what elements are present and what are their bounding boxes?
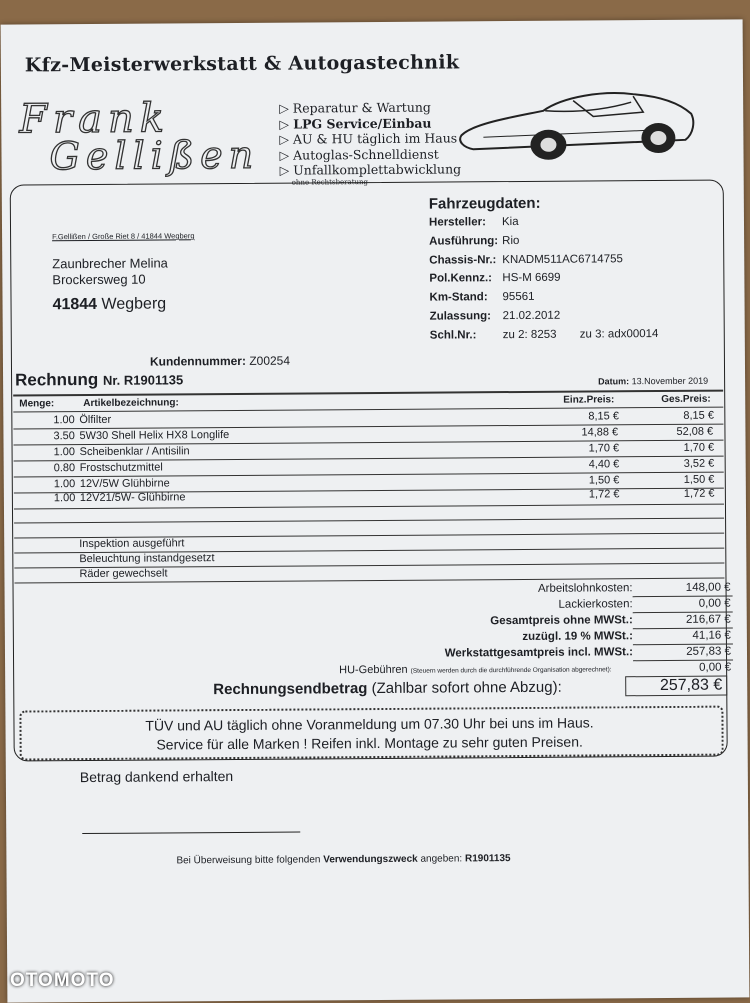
car-logo-icon (453, 86, 699, 168)
key-number-3: zu 3: adx00014 (579, 328, 659, 341)
vehicle-label: Schl.Nr.: (429, 329, 477, 342)
table-row-qty: 1.00 (53, 414, 75, 427)
sender-line: F.Gellißen / Große Riet 8 / 41844 Wegberg (52, 231, 195, 242)
table-row-qty: 0.80 (53, 462, 76, 475)
table-row-qty: 3.50 (53, 430, 75, 443)
table-row-unit: 8,15 € (588, 410, 619, 423)
transfer-reference (176, 853, 510, 866)
table-row-total: 1,50 € (683, 473, 715, 486)
table-row-qty: 1.00 (53, 478, 76, 491)
table-row-desc: 12V/5W Glühbirne (79, 477, 170, 491)
vehicle-value: 21.02.2012 (502, 309, 561, 323)
table-row-total: 8,15 € (683, 409, 714, 422)
table-row-unit: 1,70 € (588, 442, 620, 455)
column-unit-price: Einz.Preis: (563, 394, 615, 406)
table-row-desc: Scheibenklar / Antisilin (79, 445, 190, 459)
vehicle-data-title: Fahrzeugdaten: (428, 194, 541, 213)
vehicle-label: Km-Stand: (429, 291, 488, 304)
transfer-text-2: angeben: (420, 853, 463, 865)
column-quantity: Menge: (19, 398, 55, 410)
final-amount-label (213, 679, 562, 698)
invoice-heading (15, 369, 183, 390)
key-number-2: zu 2: 8253 (502, 328, 557, 342)
final-amount-value: 257,83 € (625, 676, 727, 697)
date-label: Datum: (598, 376, 630, 387)
promo-line: Service für alle Marken ! Reifen inkl. Montage zu sehr guten Preisen. (156, 733, 583, 753)
table-row-unit: 1,72 € (588, 488, 620, 501)
table-row-desc: Frostschutzmittel (79, 461, 163, 475)
summary-label: Werkstattgesamtpreis incl. MWSt.: (444, 646, 634, 660)
recipient-city-name: Wegberg (101, 295, 167, 313)
summary-label: zuzügl. 19 % MWSt.: (522, 630, 633, 643)
summary-label: Lackierkosten: (558, 598, 633, 611)
recipient-city (52, 295, 166, 314)
work-note: Inspektion ausgeführt (79, 537, 185, 551)
vehicle-value: HS-M 6699 (502, 271, 561, 285)
recipient-zip: 41844 (52, 295, 98, 314)
table-row-total: 1,70 € (683, 441, 715, 454)
customer-number-label: Kundennummer: (149, 353, 246, 369)
vehicle-label: Ausführung: (429, 235, 499, 248)
vehicle-value: Rio (502, 234, 520, 248)
hu-fees (339, 662, 612, 676)
table-row-desc: 12V21/5W- Glühbirne (79, 491, 186, 505)
hu-fees-label: HU-Gebühren (339, 663, 408, 677)
service-item: ▷ Autoglas-Schnelldienst (279, 146, 461, 163)
table-row-desc: 5W30 Shell Helix HX8 Longlife (79, 429, 230, 443)
otomoto-watermark: OTOMOTO (10, 970, 115, 991)
customer-number (150, 354, 290, 369)
promo-line: TÜV und AU täglich ohne Voranmeldung um 07.30 Uhr bei uns im Haus. (145, 714, 594, 734)
vehicle-value: 95561 (502, 290, 535, 304)
hu-fees-note: (Steuern werden durch die durchführende Organisation abgerechnet): (410, 666, 612, 675)
transfer-ref: R1901135 (464, 853, 511, 865)
signature-line (82, 832, 300, 835)
workshop-title: Kfz-Meisterwerkstatt & Autogastechnik (24, 51, 460, 77)
summary-label: Arbeitslohnkosten: (537, 582, 633, 595)
vehicle-label: Hersteller: (428, 216, 486, 229)
column-description: Artikelbezeichnung: (83, 397, 179, 410)
table-row-qty: 1.00 (53, 446, 76, 459)
summary-value: 216,67 € (685, 613, 731, 626)
invoice-label: Rechnung (15, 369, 99, 390)
summary-value: 257,83 € (686, 645, 732, 658)
transfer-bold: Verwendungszweck (323, 853, 418, 866)
service-item: ▷ AU & HU täglich im Haus (279, 130, 461, 147)
vehicle-label: Zulassung: (429, 310, 492, 323)
recipient-name: Zaunbrecher Melina (52, 255, 168, 272)
table-row-desc: Ölfilter (79, 413, 112, 427)
table-row-total: 3,52 € (683, 457, 715, 470)
summary-value: 41,16 € (692, 629, 731, 642)
brand-last-name: Gellißen (49, 132, 260, 179)
summary-label: Gesamtpreis ohne MWSt.: (490, 614, 633, 628)
table-row-total: 1,72 € (683, 487, 715, 500)
invoice-paper (1, 19, 750, 1002)
hu-fees-value: 0,00 € (699, 661, 732, 674)
vehicle-label: Pol.Kennz.: (429, 272, 493, 285)
work-note: Räder gewechselt (79, 567, 168, 581)
brand-first-name: Frank (19, 95, 171, 143)
amount-received-text: Betrag dankend erhalten (79, 767, 234, 786)
invoice-date (598, 376, 708, 387)
vehicle-label: Chassis-Nr.: (429, 254, 497, 267)
services-list (279, 99, 461, 187)
service-item: ▷ Reparatur & Wartung (279, 99, 461, 116)
column-total-price: Ges.Preis: (661, 393, 711, 405)
table-row-unit: 14,88 € (581, 426, 619, 439)
final-amount-note: (Zahlbar sofort ohne Abzug): (371, 678, 562, 698)
services-note: ohne Rechtsberatung (291, 177, 369, 187)
table-row-total: 52,08 € (676, 425, 714, 438)
work-note: Beleuchtung instandgesetzt (79, 552, 215, 566)
vehicle-value: KNADM511AC6714755 (502, 253, 623, 267)
table-row-qty: 1.00 (53, 492, 76, 505)
service-item: ▷ Unfallkomplettabwicklung (280, 161, 462, 178)
service-item: ▷ LPG Service/Einbau (279, 115, 461, 132)
transfer-text: Bei Überweisung bitte folgenden (176, 854, 321, 867)
summary-value: 0,00 € (698, 597, 731, 610)
table-row-unit: 4,40 € (588, 458, 620, 471)
table-row-unit: 1,50 € (588, 474, 620, 487)
date-value: 13.November 2019 (631, 375, 709, 387)
summary-value: 148,00 € (685, 581, 731, 594)
customer-number-value: Z00254 (249, 353, 291, 368)
invoice-number: Nr. R1901135 (102, 372, 184, 388)
final-amount-title: Rechnungsendbetrag (213, 680, 368, 699)
vehicle-value: Kia (501, 215, 519, 229)
recipient-street: Brockersweg 10 (52, 271, 146, 288)
